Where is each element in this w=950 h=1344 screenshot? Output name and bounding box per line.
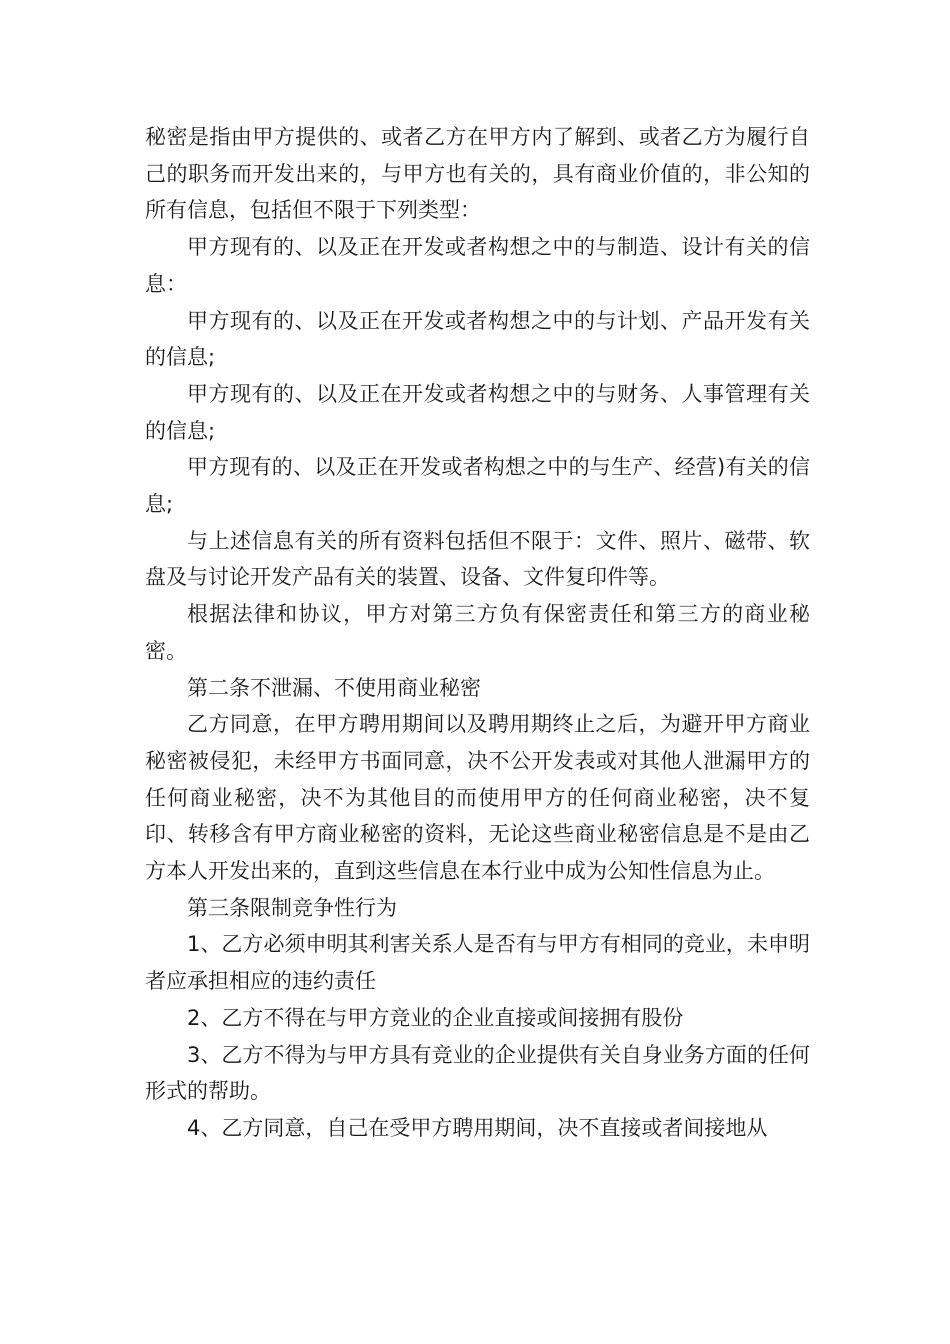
paragraph-third-party: 根据法律和协议，甲方对第三方负有保密责任和第三方的商业秘密。	[145, 602, 810, 663]
paragraph-item-manufacturing: 甲方现有的、以及正在开发或者构想之中的与制造、设计有关的信息：	[145, 235, 810, 296]
paragraph-item-materials: 与上述信息有关的所有资料包括但不限于：文件、照片、磁带、软盘及与讨论开发产品有关的装置、设备、文件复印件等。	[145, 528, 810, 590]
document-body	[145, 119, 810, 1147]
paragraph-clause-3: 3、乙方不得为与甲方具有竞业的企业提供有关自身业务方面的任何形式的帮助。	[145, 1042, 810, 1104]
section-heading-article-3: 第三条限制竞争性行为	[187, 895, 397, 920]
paragraph-item-planning: 甲方现有的、以及正在开发或者构想之中的与计划、产品开发有关的信息;	[145, 308, 810, 370]
paragraph-definition: 秘密是指由甲方提供的、或者乙方在甲方内了解到、或者乙方为履行自己的职务而开发出来的，与甲方也有关的，具有商业价值的，非公知的所有信息，包括但不限于下列类型：	[145, 125, 810, 223]
paragraph-item-finance: 甲方现有的、以及正在开发或者构想之中的与财务、人事管理有关的信息;	[145, 381, 810, 443]
paragraph-item-production: 甲方现有的、以及正在开发或者构想之中的与生产、经营)有关的信息;	[145, 455, 810, 517]
paragraph-article-2-body: 乙方同意，在甲方聘用期间以及聘用期终止之后，为避开甲方商业秘密被侵犯，未经甲方书面同意，决不公开发表或对其他人泄漏甲方的任何商业秘密，决不为其他目的而使用甲方的任何商业秘密，决不复印、转移含有甲方商业秘密的资料，无论这些商业秘密信息是不是由乙方本人开发出来的，直到这些信息在本行业中成为公知性信息为止。	[145, 712, 810, 884]
paragraph-clause-2: 2、乙方不得在与甲方竞业的企业直接或间接拥有股份	[187, 1005, 684, 1030]
section-heading-article-2: 第二条不泄漏、不使用商业秘密	[187, 675, 481, 700]
paragraph-clause-4: 4、乙方同意，自己在受甲方聘用期间，决不直接或者间接地从	[187, 1115, 768, 1140]
paragraph-clause-1: 1、乙方必须申明其利害关系人是否有与甲方有相同的竞业，未申明者应承担相应的违约责任	[145, 932, 810, 994]
